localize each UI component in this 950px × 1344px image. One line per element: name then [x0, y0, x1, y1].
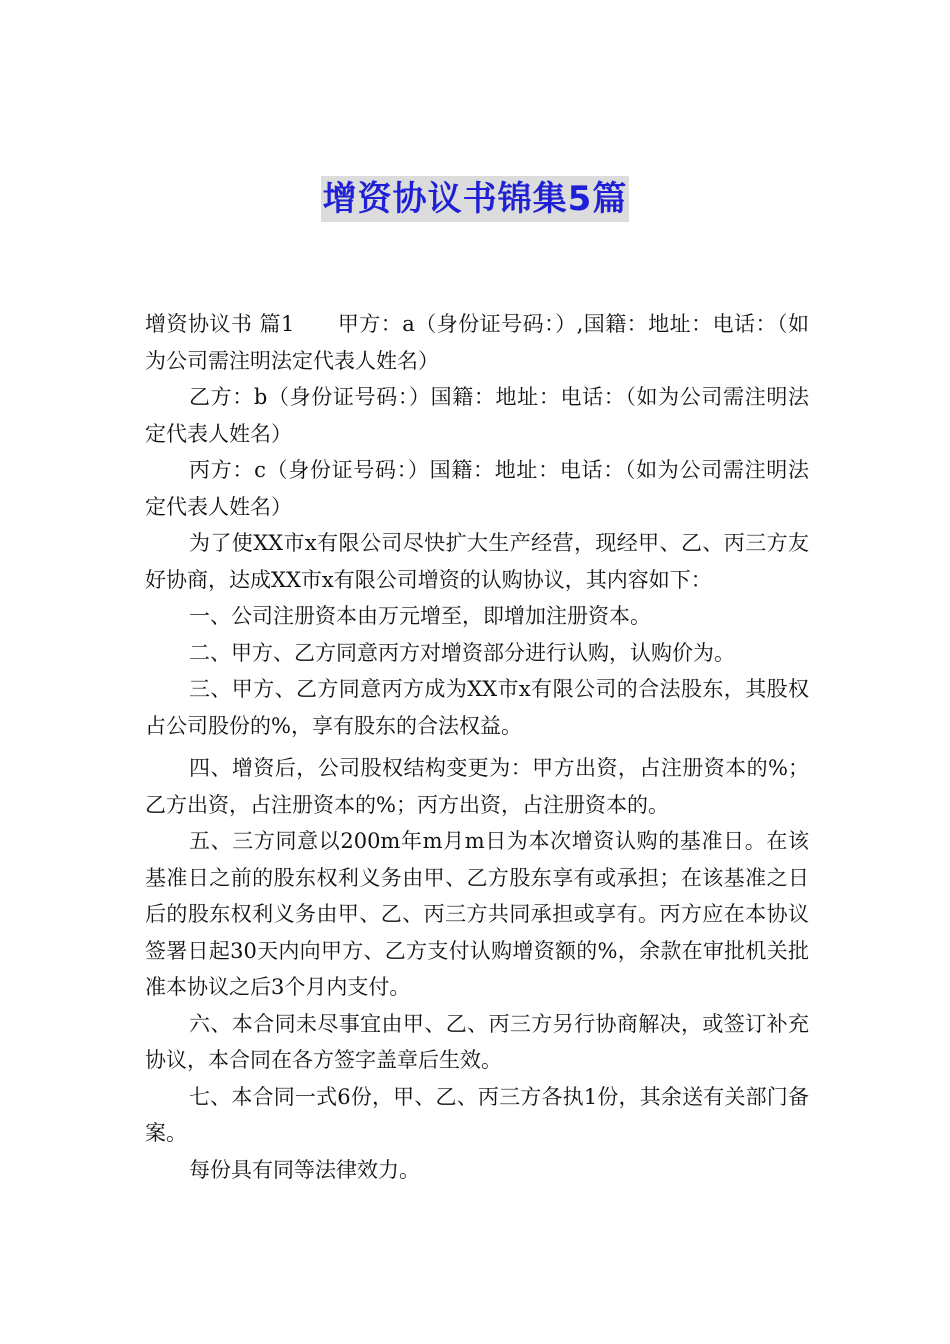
paragraph-9: 五、三方同意以200m年m月m日为本次增资认购的基准日。在该基准日之前的股东权利义务由甲、乙方股东享有或承担；在该基准之日后的股东权利义务由甲、乙、丙三方共同承担或享有。丙方应在本协议签署日起30天内向甲方、乙方支付认购增资额的%，余款在审批机关批准本协议之后3个月内支付。 [145, 829, 809, 999]
paragraph-6: 二、甲方、乙方同意丙方对增资部分进行认购，认购价为。 [189, 640, 735, 665]
paragraph-11: 七、本合同一式6份，甲、乙、丙三方各执1份，其余送有关部门备案。 [145, 1084, 809, 1145]
paragraph-1: 增资协议书 篇1 甲方：a（身份证号码：）,国籍：地址：电话：（如为公司需注明法定代表人姓名） [145, 312, 809, 373]
paragraph-7: 三、甲方、乙方同意丙方成为XX市x有限公司的合法股东，其股权占公司股份的%，享有股东的合法权益。 [145, 677, 809, 738]
paragraph-8: 四、增资后，公司股权结构变更为：甲方出资，占注册资本的%；乙方出资，占注册资本的%；丙方出资，占注册资本的。 [145, 756, 809, 817]
document-body [145, 306, 809, 1188]
document-title: 增资协议书锦集5篇 [321, 176, 630, 222]
paragraph-10: 六、本合同未尽事宜由甲、乙、丙三方另行协商解决，或签订补充协议，本合同在各方签字盖章后生效。 [145, 1011, 809, 1072]
paragraph-12: 每份具有同等法律效力。 [189, 1157, 420, 1182]
paragraph-4: 为了使XX市x有限公司尽快扩大生产经营，现经甲、乙、丙三方友好协商，达成XX市x有限公司增资的认购协议，其内容如下： [145, 531, 809, 592]
title-container [0, 176, 950, 222]
paragraph-3: 丙方：c（身份证号码：）国籍：地址：电话：（如为公司需注明法定代表人姓名） [145, 458, 809, 519]
paragraph-5: 一、公司注册资本由万元增至，即增加注册资本。 [189, 604, 651, 628]
paragraph-2: 乙方：b（身份证号码：）国籍：地址：电话：（如为公司需注明法定代表人姓名） [145, 385, 809, 446]
